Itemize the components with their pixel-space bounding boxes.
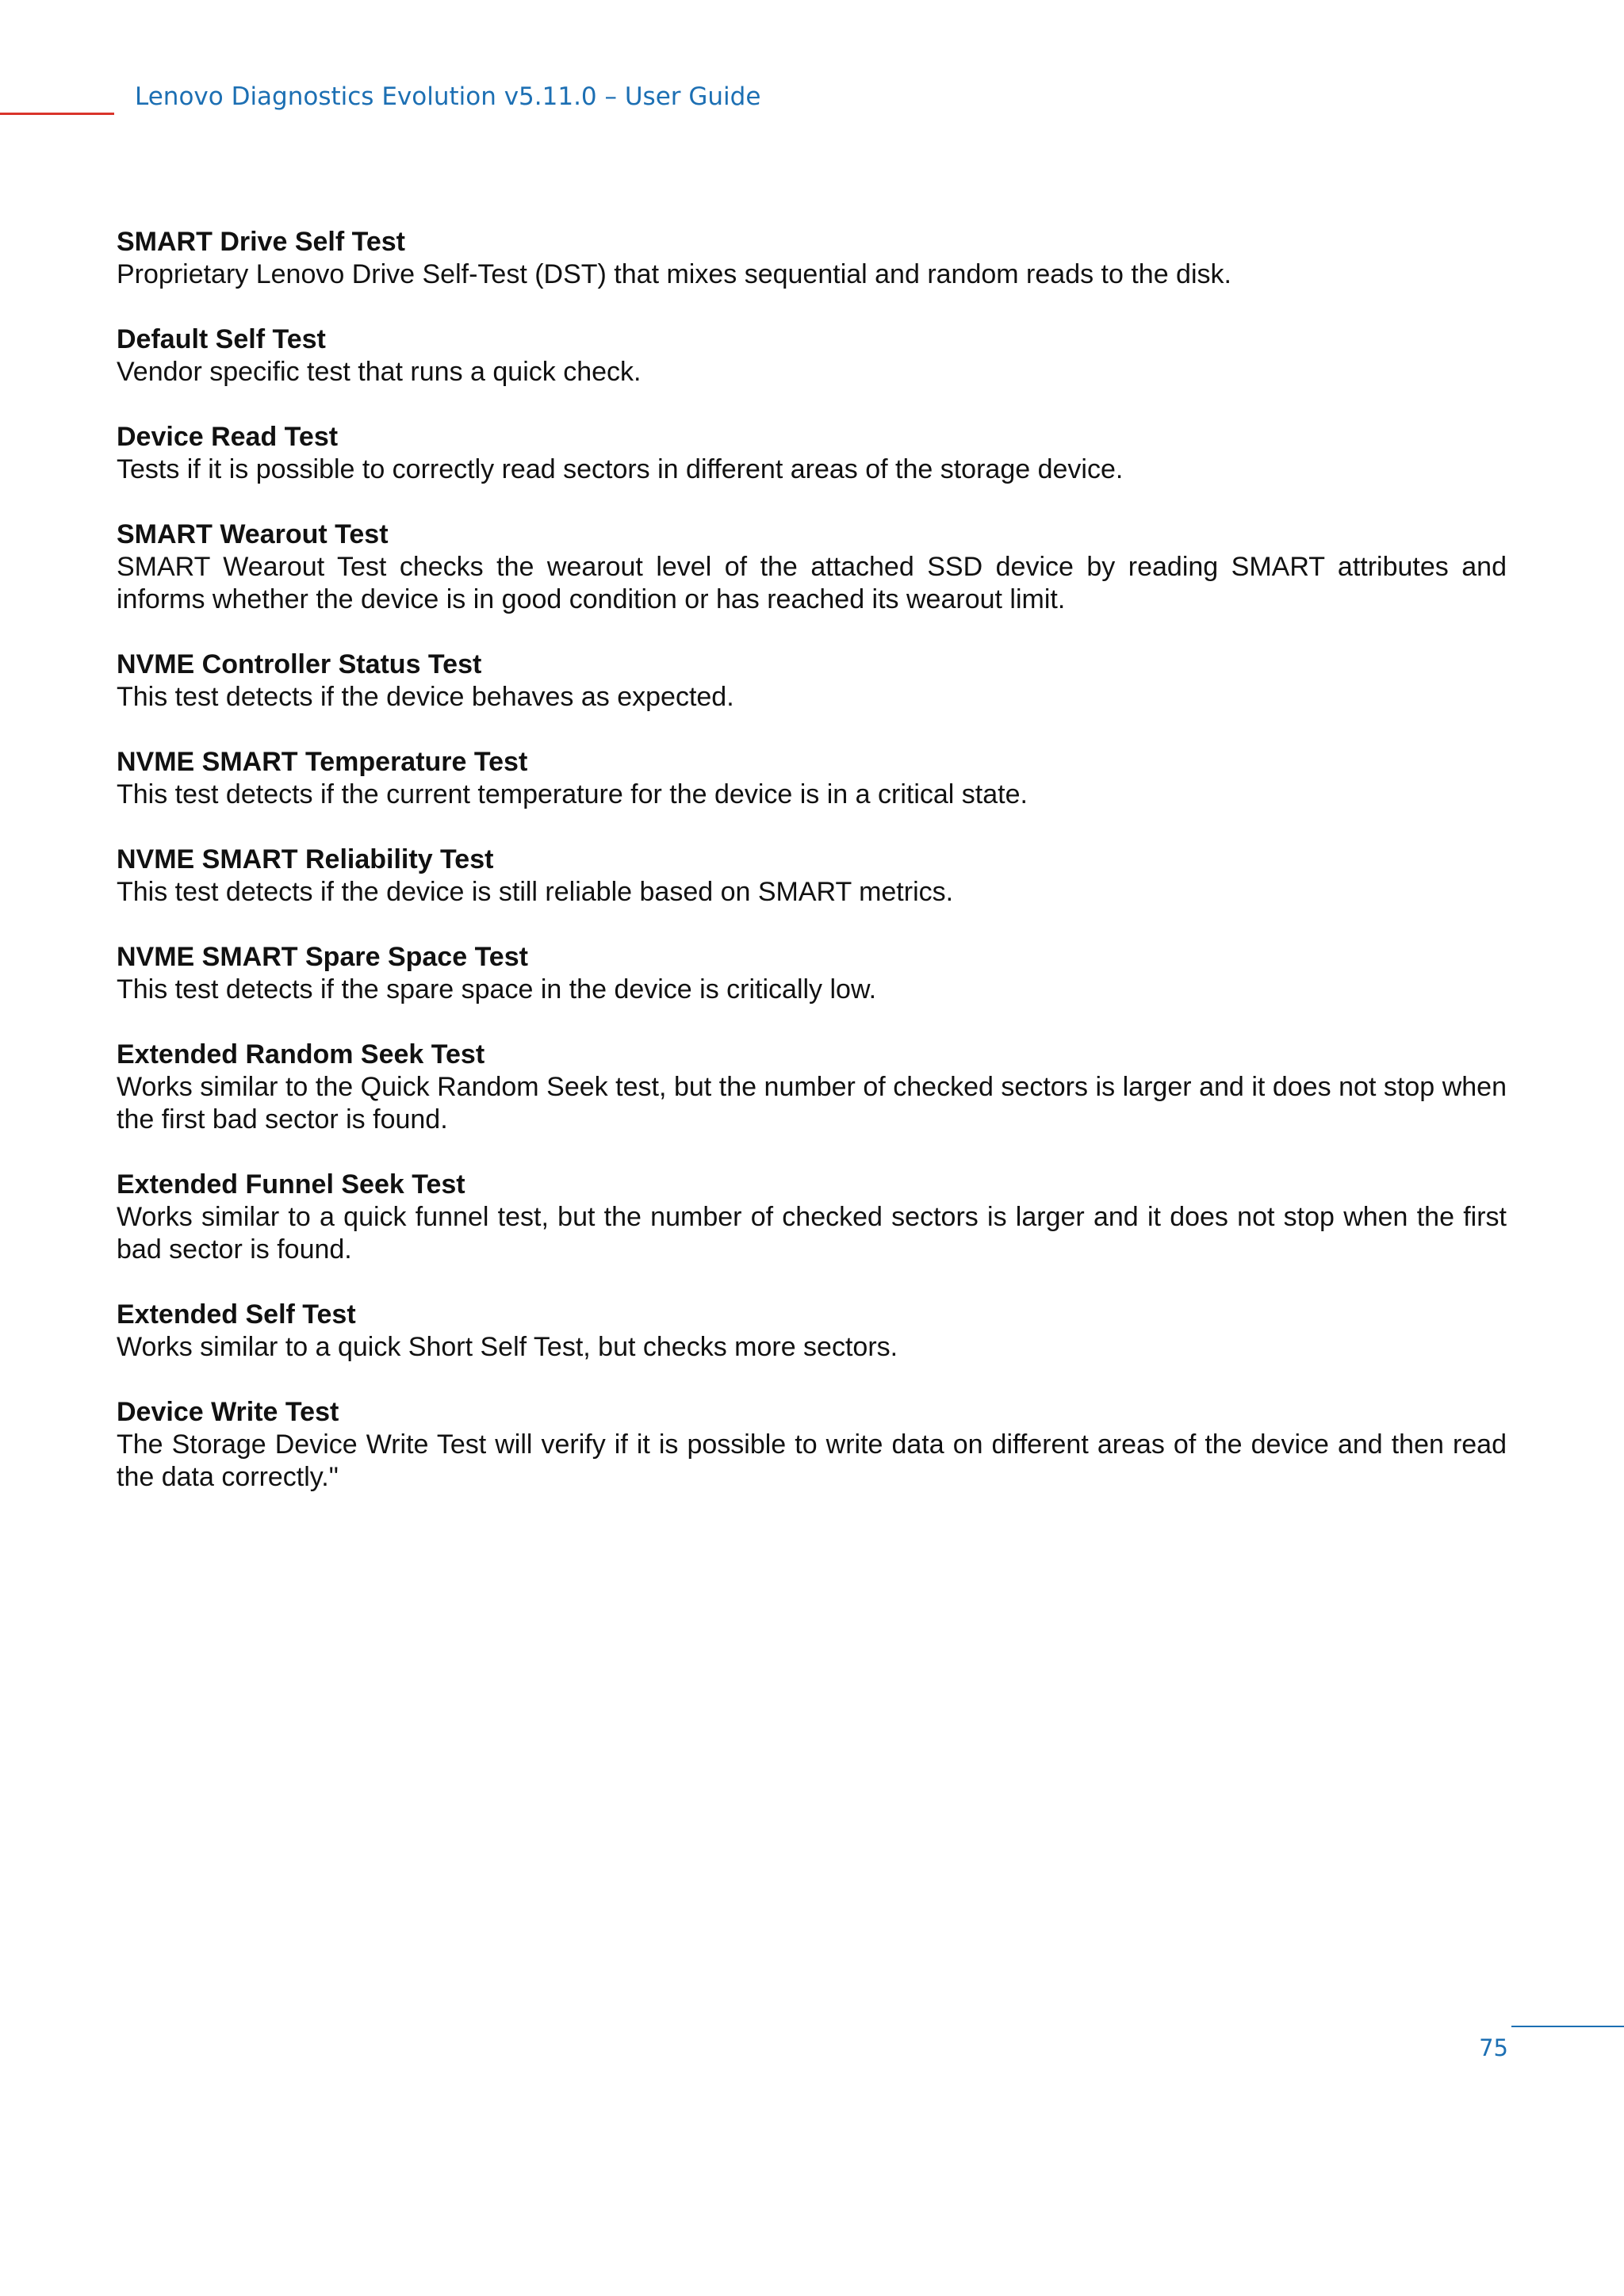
test-description: SMART Wearout Test checks the wearout level of the attached SSD device by reading SMART attributes and informs whether the device is in good condition or has reached its wearout limit. [117, 552, 1507, 614]
test-description: Works similar to a quick funnel test, but the number of checked sectors is larger and it does not stop when the first bad sector is found. [117, 1202, 1507, 1265]
page-number: 75 [1479, 2034, 1508, 2061]
test-title: NVME SMART Temperature Test [117, 747, 528, 777]
test-title: NVME SMART Spare Space Test [117, 942, 528, 972]
test-description: This test detects if the spare space in the device is critically low. [117, 974, 877, 1004]
test-description: This test detects if the device behaves as expected. [117, 682, 734, 712]
test-entry [117, 1299, 1507, 1364]
test-entry [117, 941, 1507, 1006]
test-entry [117, 1396, 1507, 1494]
test-description: Works similar to the Quick Random Seek test, but the number of checked sectors is larger and it does not stop when the first bad sector is found. [117, 1072, 1507, 1135]
test-title: Extended Funnel Seek Test [117, 1169, 465, 1200]
test-entry [117, 226, 1507, 291]
test-entry [117, 421, 1507, 486]
test-title: SMART Drive Self Test [117, 227, 406, 257]
test-title: NVME Controller Status Test [117, 649, 482, 679]
test-title: SMART Wearout Test [117, 519, 389, 549]
test-description: This test detects if the current temperature for the device is in a critical state. [117, 779, 1028, 809]
test-title: Default Self Test [117, 324, 326, 354]
document-title: Lenovo Diagnostics Evolution v5.11.0 – User Guide [135, 82, 761, 111]
test-entry [117, 323, 1507, 388]
test-entry [117, 1169, 1507, 1266]
test-list [117, 226, 1507, 1526]
test-description: Proprietary Lenovo Drive Self-Test (DST) that mixes sequential and random reads to the disk. [117, 259, 1231, 289]
test-title: Extended Random Seek Test [117, 1039, 485, 1070]
test-title: NVME SMART Reliability Test [117, 844, 494, 874]
test-description: Works similar to a quick Short Self Test, but checks more sectors. [117, 1332, 898, 1362]
test-title: Device Read Test [117, 422, 339, 452]
header-rule [0, 113, 114, 115]
test-description: This test detects if the device is still reliable based on SMART metrics. [117, 877, 954, 907]
test-description: Vendor specific test that runs a quick check. [117, 357, 642, 387]
test-entry [117, 844, 1507, 909]
test-title: Device Write Test [117, 1397, 339, 1427]
test-title: Extended Self Test [117, 1299, 356, 1330]
test-entry [117, 1039, 1507, 1136]
test-entry [117, 746, 1507, 811]
test-description: Tests if it is possible to correctly read sectors in different areas of the storage device. [117, 454, 1124, 484]
test-description: The Storage Device Write Test will verify if it is possible to write data on different areas of the device and then read the data correctly." [117, 1429, 1507, 1492]
test-entry [117, 519, 1507, 616]
footer-rule [1511, 2026, 1624, 2027]
test-entry [117, 649, 1507, 714]
